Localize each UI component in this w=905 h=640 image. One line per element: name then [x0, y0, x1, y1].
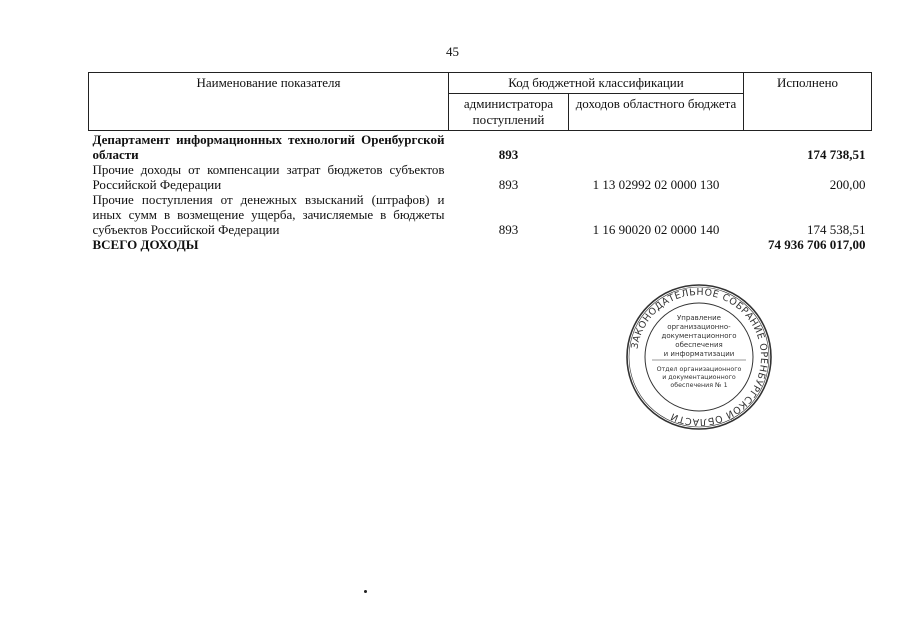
table-row — [89, 192, 872, 237]
row-amount: 200,00 — [829, 177, 866, 192]
row-admin-code: 893 — [498, 222, 519, 237]
stamp-line: обеспечения № 1 — [670, 382, 728, 389]
report-table — [88, 72, 871, 252]
stamp-line: документационного — [661, 332, 737, 340]
stamp-line: Управление — [677, 314, 721, 322]
row-amount: 174 738,51 — [807, 147, 866, 162]
header-executed: Исполнено — [744, 73, 872, 131]
official-stamp — [624, 282, 774, 432]
total-row — [89, 237, 872, 252]
total-label: ВСЕГО ДОХОДЫ — [92, 237, 199, 252]
row-admin-code: 893 — [498, 177, 519, 192]
total-amount: 74 936 706 017,00 — [768, 237, 866, 252]
header-admin: администратора поступлений — [449, 94, 569, 131]
header-code-group: Код бюджетной классификации — [449, 73, 744, 94]
table-header — [89, 73, 872, 131]
page-number: 45 — [446, 44, 459, 59]
row-budget-code — [569, 131, 744, 163]
stamp-line: и документационного — [662, 374, 736, 381]
row-name: Департамент информационных технологий Оренбургской области — [92, 132, 445, 162]
header-name: Наименование показателя — [89, 73, 449, 131]
stamp-line: Отдел организационного — [656, 366, 742, 373]
row-amount: 174 538,51 — [807, 222, 866, 237]
row-name: Прочие доходы от компенсации затрат бюджетов субъектов Российской Федерации — [92, 162, 445, 192]
stamp-line: и информатизации — [663, 350, 735, 358]
row-budget-code: 1 16 90020 02 0000 140 — [592, 222, 720, 237]
header-income: доходов областного бюджета — [569, 94, 744, 131]
page-mark — [364, 590, 367, 593]
stamp-line: организационно- — [667, 323, 731, 331]
stamp-line: обеспечения — [675, 341, 723, 349]
table-row — [89, 131, 872, 163]
stamp-outer-text: ЗАКОНОДАТЕЛЬНОЕ СОБРАНИЕ ОРЕНБУРГСКОЙ ОБЛАСТИ — [629, 286, 770, 428]
row-budget-code: 1 13 02992 02 0000 130 — [592, 177, 720, 192]
row-name: Прочие поступления от денежных взысканий (штрафов) и иных сумм в возмещение ущерба, зачисляемые в бюджеты субъектов Российской Федерации — [92, 192, 445, 237]
table-row — [89, 162, 872, 192]
row-admin-code: 893 — [498, 147, 519, 162]
